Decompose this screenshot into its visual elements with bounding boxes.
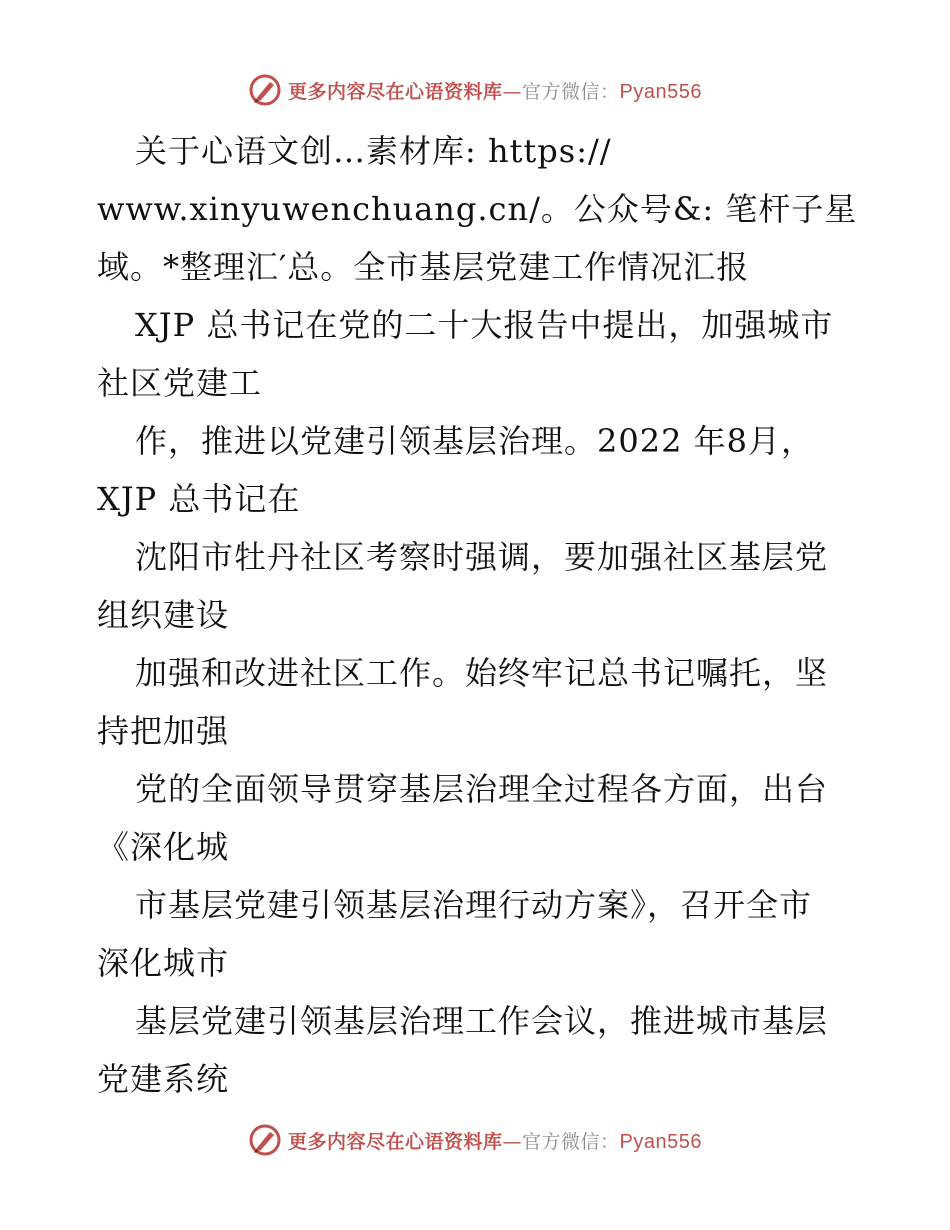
text-line: 沈阳市牡丹社区考察时强调，要加强社区基层党: [135, 538, 829, 576]
text-line: 关于心语文创…素材库: https://: [135, 132, 612, 170]
text-line: XJP 总书记在: [97, 480, 301, 518]
text-line: 作，推进以党建引领基层治理。2022 年8月，: [135, 422, 814, 460]
text-line: 市基层党建引领基层治理行动方案》，召开全市: [135, 886, 813, 924]
watermark-label: 官方微信：: [522, 1130, 620, 1153]
document-body: [97, 122, 857, 1108]
text-line: 组织建设: [97, 596, 230, 634]
text-line: 党的全面领导贯穿基层治理全过程各方面，出台: [135, 770, 829, 808]
footer-watermark: [0, 1122, 950, 1158]
text-line: 社区党建工: [97, 364, 263, 402]
watermark-wechat-id: Pyan556: [619, 80, 702, 103]
text-line: 党建系统: [97, 1060, 230, 1098]
text-line: 基层党建引领基层治理工作会议，推进城市基层: [135, 1002, 829, 1040]
watermark-label: 官方微信：: [522, 80, 620, 103]
pen-logo-icon: [248, 73, 282, 107]
pen-logo-icon: [248, 1123, 282, 1157]
watermark-dash: —: [502, 80, 523, 103]
watermark-main-text: 更多内容尽在心语资料库: [288, 80, 503, 103]
text-line: 《深化城: [97, 828, 230, 866]
watermark-wechat-id: Pyan556: [619, 1130, 702, 1153]
text-line: 域。*整理汇′总。全市基层党建工作情况汇报: [97, 248, 750, 286]
watermark-main-text: 更多内容尽在心语资料库: [288, 1130, 503, 1153]
header-watermark: [0, 72, 950, 108]
text-line: www.xinyuwenchuang.cn/。公众号&: 笔杆子星: [97, 190, 858, 228]
text-line: XJP 总书记在党的二十大报告中提出，加强城市: [135, 306, 834, 344]
watermark-dash: —: [502, 1130, 523, 1153]
text-line: 加强和改进社区工作。始终牢记总书记嘱托，坚: [135, 654, 829, 692]
text-line: 持把加强: [97, 712, 230, 750]
text-line: 深化城市: [97, 944, 230, 982]
